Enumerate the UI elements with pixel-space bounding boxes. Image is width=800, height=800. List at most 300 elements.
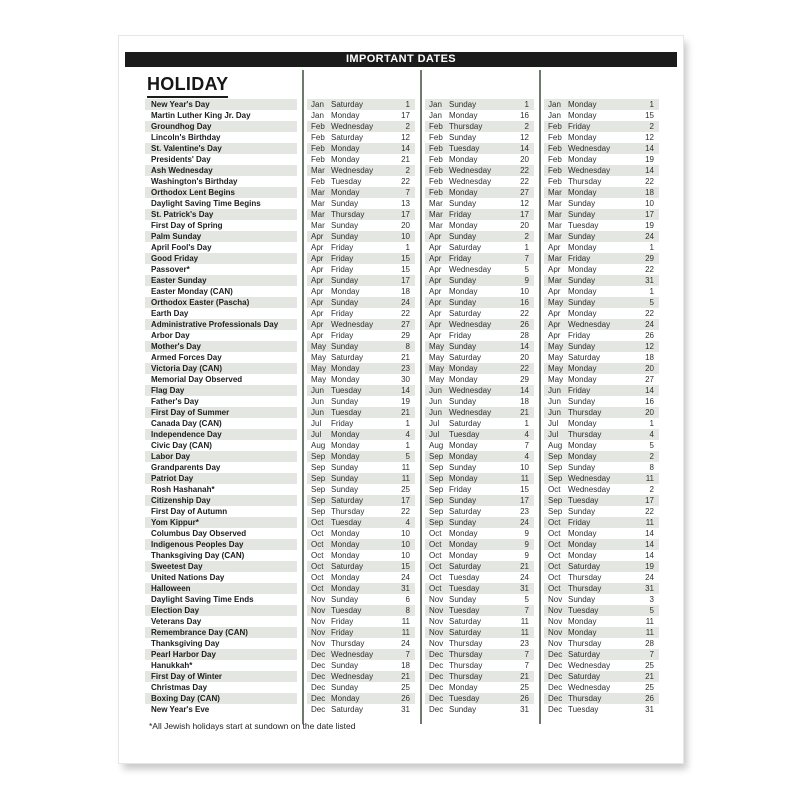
- holiday-date-cell: [307, 572, 415, 583]
- holiday-date-cell: [544, 319, 659, 330]
- holiday-name-cell: April Fool's Day: [151, 243, 212, 252]
- weekday-name: Saturday: [568, 650, 601, 659]
- holiday-date-cell: [425, 165, 534, 176]
- holiday-name-cell: Indigenous Peoples Day: [145, 539, 297, 550]
- holiday-date-cell: [544, 407, 659, 418]
- weekday-name: Thursday: [449, 639, 483, 648]
- holiday-date-cell: [307, 396, 415, 407]
- day-number: 15: [401, 562, 410, 571]
- day-number: 1: [649, 243, 654, 252]
- weekday-name: Monday: [331, 144, 360, 153]
- weekday-name: Sunday: [449, 232, 477, 241]
- month-abbrev: Feb: [311, 122, 325, 131]
- day-number: 11: [520, 617, 529, 626]
- day-number: 21: [401, 155, 410, 164]
- holiday-name-cell: Memorial Day Observed: [151, 375, 243, 384]
- month-abbrev: Mar: [548, 188, 562, 197]
- month-abbrev: Oct: [548, 540, 561, 549]
- day-number: 1: [524, 419, 529, 428]
- weekday-name: Sunday: [331, 683, 359, 692]
- holiday-name-cell: Orthodox Lent Begins: [145, 187, 297, 198]
- day-number: 22: [520, 364, 529, 373]
- month-abbrev: Nov: [548, 628, 563, 637]
- day-number: 22: [520, 309, 529, 318]
- holiday-name-cell: Orthodox Easter (Pascha): [145, 297, 297, 308]
- weekday-name: Friday: [449, 254, 472, 263]
- day-number: 31: [520, 584, 529, 593]
- day-number: 20: [520, 353, 529, 362]
- holiday-date-cell: [425, 649, 534, 660]
- weekday-name: Thursday: [331, 507, 365, 516]
- holiday-date-cell: [544, 385, 659, 396]
- table-row: [145, 187, 659, 198]
- day-number: 29: [401, 331, 410, 340]
- holiday-date-cell: [544, 517, 659, 528]
- month-abbrev: Feb: [429, 133, 443, 142]
- month-abbrev: Apr: [311, 331, 324, 340]
- month-abbrev: Apr: [548, 309, 561, 318]
- day-number: 18: [645, 353, 654, 362]
- weekday-name: Sunday: [568, 507, 596, 516]
- weekday-name: Thursday: [449, 661, 483, 670]
- day-number: 3: [649, 595, 654, 604]
- day-number: 18: [520, 397, 529, 406]
- month-abbrev: Jun: [429, 386, 442, 395]
- day-number: 15: [520, 485, 529, 494]
- day-number: 17: [401, 111, 410, 120]
- weekday-name: Monday: [449, 441, 478, 450]
- day-number: 10: [401, 540, 410, 549]
- holiday-date-cell: [307, 220, 415, 231]
- day-number: 9: [524, 276, 529, 285]
- holiday-name-cell: Election Day: [145, 605, 297, 616]
- month-abbrev: Mar: [548, 254, 562, 263]
- holiday-date-cell: [544, 594, 659, 605]
- weekday-name: Saturday: [568, 353, 601, 362]
- month-abbrev: Oct: [548, 485, 561, 494]
- holiday-date-cell: [425, 319, 534, 330]
- month-abbrev: Mar: [548, 221, 562, 230]
- day-number: 11: [401, 474, 410, 483]
- day-number: 24: [401, 639, 410, 648]
- holiday-name-cell: Citizenship Day: [145, 495, 297, 506]
- holiday-date-cell: [307, 627, 415, 638]
- month-abbrev: Jun: [548, 386, 561, 395]
- month-abbrev: Feb: [311, 144, 325, 153]
- month-abbrev: Jun: [548, 397, 561, 406]
- month-abbrev: Mar: [548, 210, 562, 219]
- weekday-name: Friday: [331, 309, 354, 318]
- day-number: 11: [645, 617, 654, 626]
- holiday-name-cell: Easter Sunday: [145, 275, 297, 286]
- day-number: 22: [645, 265, 654, 274]
- table-row: [145, 550, 659, 561]
- holiday-date-cell: [307, 352, 415, 363]
- holiday-name-cell: Victoria Day (CAN): [145, 363, 297, 374]
- weekday-name: Tuesday: [568, 705, 599, 714]
- month-abbrev: May: [548, 353, 564, 362]
- day-number: 28: [520, 331, 529, 340]
- month-abbrev: Sep: [429, 507, 444, 516]
- month-abbrev: Dec: [548, 705, 563, 714]
- day-number: 25: [645, 661, 654, 670]
- month-abbrev: Jun: [311, 408, 324, 417]
- day-number: 16: [520, 111, 529, 120]
- weekday-name: Wednesday: [331, 122, 374, 131]
- day-number: 11: [645, 474, 654, 483]
- day-number: 17: [520, 210, 529, 219]
- holiday-date-cell: [307, 649, 415, 660]
- month-abbrev: Nov: [311, 595, 326, 604]
- holiday-date-cell: [544, 561, 659, 572]
- holiday-date-cell: [307, 682, 415, 693]
- holiday-date-cell: [425, 484, 534, 495]
- day-number: 1: [649, 100, 654, 109]
- table-row: [145, 242, 659, 253]
- table-row: [145, 638, 659, 649]
- holiday-date-cell: [307, 99, 415, 110]
- holiday-name-cell: Passover*: [151, 265, 190, 274]
- day-number: 25: [645, 683, 654, 692]
- month-abbrev: Oct: [311, 584, 324, 593]
- weekday-name: Sunday: [331, 221, 359, 230]
- holiday-date-cell: [544, 671, 659, 682]
- weekday-name: Saturday: [331, 133, 364, 142]
- table-row: [145, 363, 659, 374]
- day-number: 11: [645, 518, 654, 527]
- weekday-name: Monday: [449, 221, 478, 230]
- month-abbrev: Apr: [311, 309, 324, 318]
- holiday-date-cell: [425, 341, 534, 352]
- month-abbrev: May: [311, 342, 327, 351]
- table-row: [145, 209, 659, 220]
- day-number: 19: [645, 155, 654, 164]
- weekday-name: Monday: [331, 694, 360, 703]
- holiday-date-cell: [307, 704, 415, 715]
- weekday-name: Saturday: [568, 672, 601, 681]
- weekday-name: Monday: [449, 287, 478, 296]
- holiday-date-cell: [544, 627, 659, 638]
- holiday-date-cell: [307, 462, 415, 473]
- holiday-date-cell: [544, 187, 659, 198]
- table-row: [145, 154, 659, 165]
- weekday-name: Tuesday: [568, 496, 599, 505]
- month-abbrev: Nov: [311, 606, 326, 615]
- day-number: 11: [520, 628, 529, 637]
- weekday-name: Sunday: [331, 595, 359, 604]
- day-number: 12: [520, 133, 529, 142]
- holiday-date-cell: [544, 638, 659, 649]
- month-abbrev: Nov: [429, 628, 444, 637]
- month-abbrev: May: [429, 375, 445, 384]
- holiday-date-cell: [544, 374, 659, 385]
- month-abbrev: Apr: [429, 243, 442, 252]
- day-number: 17: [645, 210, 654, 219]
- month-abbrev: Dec: [548, 661, 563, 670]
- weekday-name: Monday: [331, 441, 360, 450]
- month-abbrev: Feb: [311, 155, 325, 164]
- holiday-date-cell: [544, 330, 659, 341]
- month-abbrev: Mar: [311, 210, 325, 219]
- weekday-name: Wednesday: [568, 485, 611, 494]
- table-row: [145, 704, 659, 715]
- month-abbrev: Jul: [548, 419, 559, 428]
- weekday-name: Sunday: [331, 661, 359, 670]
- day-number: 4: [524, 452, 529, 461]
- month-abbrev: Dec: [548, 672, 563, 681]
- holiday-date-cell: [425, 407, 534, 418]
- month-abbrev: Nov: [429, 617, 444, 626]
- weekday-name: Sunday: [568, 199, 596, 208]
- month-abbrev: Sep: [311, 452, 326, 461]
- month-abbrev: Sep: [429, 518, 444, 527]
- weekday-name: Monday: [449, 155, 478, 164]
- weekday-name: Sunday: [568, 342, 596, 351]
- weekday-name: Saturday: [449, 628, 482, 637]
- holiday-date-cell: [544, 297, 659, 308]
- holiday-name-cell: Administrative Professionals Day: [145, 319, 297, 330]
- holiday-date-cell: [307, 561, 415, 572]
- day-number: 7: [524, 441, 529, 450]
- month-abbrev: Aug: [311, 441, 326, 450]
- day-number: 5: [524, 265, 529, 274]
- table-row: [145, 616, 659, 627]
- day-number: 25: [401, 485, 410, 494]
- holiday-date-cell: [544, 231, 659, 242]
- month-abbrev: May: [429, 364, 445, 373]
- weekday-name: Thursday: [568, 408, 602, 417]
- month-abbrev: Oct: [311, 562, 324, 571]
- holiday-date-cell: [425, 506, 534, 517]
- day-number: 4: [405, 518, 410, 527]
- holiday-date-cell: [307, 671, 415, 682]
- day-number: 8: [405, 606, 410, 615]
- holiday-date-cell: [307, 363, 415, 374]
- day-number: 10: [520, 287, 529, 296]
- day-number: 5: [524, 595, 529, 604]
- holiday-date-cell: [307, 495, 415, 506]
- weekday-name: Friday: [331, 628, 354, 637]
- table-row: [145, 275, 659, 286]
- column-divider: [302, 70, 304, 724]
- weekday-name: Sunday: [449, 397, 477, 406]
- table-row: [145, 308, 659, 319]
- holiday-date-cell: [544, 583, 659, 594]
- weekday-name: Tuesday: [449, 573, 480, 582]
- day-number: 8: [649, 463, 654, 472]
- holiday-date-cell: [544, 616, 659, 627]
- day-number: 14: [520, 386, 529, 395]
- holiday-date-cell: [307, 319, 415, 330]
- weekday-name: Wednesday: [449, 166, 492, 175]
- weekday-name: Friday: [568, 254, 591, 263]
- month-abbrev: Apr: [548, 331, 561, 340]
- day-number: 21: [520, 408, 529, 417]
- month-abbrev: Jul: [429, 419, 440, 428]
- weekday-name: Monday: [568, 419, 597, 428]
- holiday-date-cell: [425, 594, 534, 605]
- weekday-name: Monday: [568, 243, 597, 252]
- table-row: [145, 462, 659, 473]
- holiday-date-cell: [544, 198, 659, 209]
- weekday-name: Friday: [449, 485, 472, 494]
- month-abbrev: Aug: [429, 441, 444, 450]
- day-number: 10: [520, 463, 529, 472]
- holiday-name-cell: Lincoln's Birthday: [151, 133, 221, 142]
- holiday-date-cell: [425, 209, 534, 220]
- holiday-date-cell: [425, 539, 534, 550]
- weekday-name: Friday: [331, 265, 354, 274]
- month-abbrev: Jul: [429, 430, 440, 439]
- holiday-date-cell: [307, 143, 415, 154]
- holiday-name-cell: St. Patrick's Day: [145, 209, 297, 220]
- weekday-name: Friday: [568, 122, 591, 131]
- weekday-name: Saturday: [449, 562, 482, 571]
- holiday-date-cell: [307, 121, 415, 132]
- holiday-date-cell: [307, 693, 415, 704]
- holiday-date-cell: [425, 495, 534, 506]
- month-abbrev: Sep: [311, 485, 326, 494]
- day-number: 2: [524, 232, 529, 241]
- day-number: 17: [401, 276, 410, 285]
- day-number: 19: [645, 221, 654, 230]
- day-number: 23: [401, 364, 410, 373]
- weekday-name: Monday: [449, 529, 478, 538]
- weekday-name: Sunday: [331, 276, 359, 285]
- weekday-name: Tuesday: [568, 606, 599, 615]
- month-abbrev: Feb: [429, 166, 443, 175]
- day-number: 21: [645, 672, 654, 681]
- holiday-name-cell: Columbus Day Observed: [151, 529, 247, 538]
- holiday-name-cell: First Day of Spring: [151, 221, 223, 230]
- day-number: 11: [401, 463, 410, 472]
- day-number: 16: [645, 397, 654, 406]
- table-row: [145, 231, 659, 242]
- weekday-name: Friday: [331, 419, 354, 428]
- weekday-name: Saturday: [331, 562, 364, 571]
- holiday-name-cell: Ash Wednesday: [145, 165, 297, 176]
- month-abbrev: Apr: [311, 320, 324, 329]
- table-row: [145, 132, 659, 143]
- holiday-name-cell: Armed Forces Day: [151, 353, 222, 362]
- month-abbrev: Oct: [311, 518, 324, 527]
- table-row: [145, 220, 659, 231]
- weekday-name: Thursday: [331, 639, 365, 648]
- day-number: 1: [405, 100, 410, 109]
- weekday-name: Saturday: [331, 705, 364, 714]
- day-number: 1: [405, 441, 410, 450]
- weekday-name: Sunday: [568, 232, 596, 241]
- holiday-date-cell: [307, 550, 415, 561]
- month-abbrev: Nov: [311, 628, 326, 637]
- holiday-date-cell: [544, 429, 659, 440]
- weekday-name: Friday: [568, 518, 591, 527]
- month-abbrev: May: [548, 375, 564, 384]
- holiday-date-cell: [544, 132, 659, 143]
- month-abbrev: Mar: [429, 199, 443, 208]
- weekday-name: Monday: [449, 111, 478, 120]
- day-number: 6: [405, 595, 410, 604]
- holiday-name-cell: Labor Day: [145, 451, 297, 462]
- day-number: 29: [645, 254, 654, 263]
- day-number: 4: [524, 430, 529, 439]
- day-number: 7: [405, 188, 410, 197]
- month-abbrev: Jan: [548, 100, 561, 109]
- weekday-name: Thursday: [449, 650, 483, 659]
- month-abbrev: Nov: [311, 639, 326, 648]
- table-row: [145, 495, 659, 506]
- day-number: 19: [401, 397, 410, 406]
- weekday-name: Wednesday: [568, 166, 611, 175]
- holiday-date-cell: [425, 187, 534, 198]
- day-number: 22: [401, 177, 410, 186]
- month-abbrev: Nov: [548, 639, 563, 648]
- month-abbrev: Aug: [548, 441, 563, 450]
- day-number: 10: [401, 529, 410, 538]
- weekday-name: Monday: [449, 540, 478, 549]
- month-abbrev: Sep: [429, 474, 444, 483]
- day-number: 10: [401, 551, 410, 560]
- day-number: 15: [401, 265, 410, 274]
- weekday-name: Sunday: [449, 463, 477, 472]
- day-number: 31: [401, 705, 410, 714]
- holiday-date-cell: [425, 308, 534, 319]
- holiday-name-cell: Thanksgiving Day: [151, 639, 220, 648]
- weekday-name: Monday: [449, 364, 478, 373]
- calendar-reference-page: [119, 36, 683, 763]
- table-row: [145, 506, 659, 517]
- weekday-name: Sunday: [449, 100, 477, 109]
- day-number: 31: [520, 705, 529, 714]
- holiday-name-cell: Patriot Day: [145, 473, 297, 484]
- weekday-name: Wednesday: [331, 320, 374, 329]
- month-abbrev: Mar: [429, 210, 443, 219]
- holiday-date-cell: [544, 440, 659, 451]
- weekday-name: Friday: [568, 331, 591, 340]
- holiday-name-cell: St. Valentine's Day: [145, 143, 297, 154]
- month-abbrev: Apr: [429, 254, 442, 263]
- holiday-date-cell: [425, 330, 534, 341]
- month-abbrev: Nov: [429, 595, 444, 604]
- weekday-name: Monday: [449, 683, 478, 692]
- month-abbrev: Jun: [311, 397, 324, 406]
- holiday-name-cell: Pearl Harbor Day: [145, 649, 297, 660]
- holiday-date-cell: [425, 583, 534, 594]
- day-number: 16: [520, 298, 529, 307]
- month-abbrev: Apr: [429, 287, 442, 296]
- month-abbrev: Jun: [429, 397, 442, 406]
- day-number: 24: [520, 573, 529, 582]
- weekday-name: Sunday: [331, 199, 359, 208]
- weekday-name: Sunday: [449, 298, 477, 307]
- month-abbrev: Jun: [311, 386, 324, 395]
- holiday-date-cell: [307, 187, 415, 198]
- month-abbrev: Dec: [429, 661, 444, 670]
- weekday-name: Monday: [331, 573, 360, 582]
- holiday-date-cell: [307, 231, 415, 242]
- table-row: [145, 473, 659, 484]
- weekday-name: Friday: [331, 254, 354, 263]
- month-abbrev: Apr: [311, 298, 324, 307]
- holiday-date-cell: [425, 198, 534, 209]
- day-number: 18: [645, 188, 654, 197]
- day-number: 24: [401, 298, 410, 307]
- holiday-date-cell: [307, 253, 415, 264]
- month-abbrev: Apr: [429, 232, 442, 241]
- weekday-name: Wednesday: [449, 265, 492, 274]
- holiday-name-cell: Sweetest Day: [145, 561, 297, 572]
- day-number: 21: [401, 408, 410, 417]
